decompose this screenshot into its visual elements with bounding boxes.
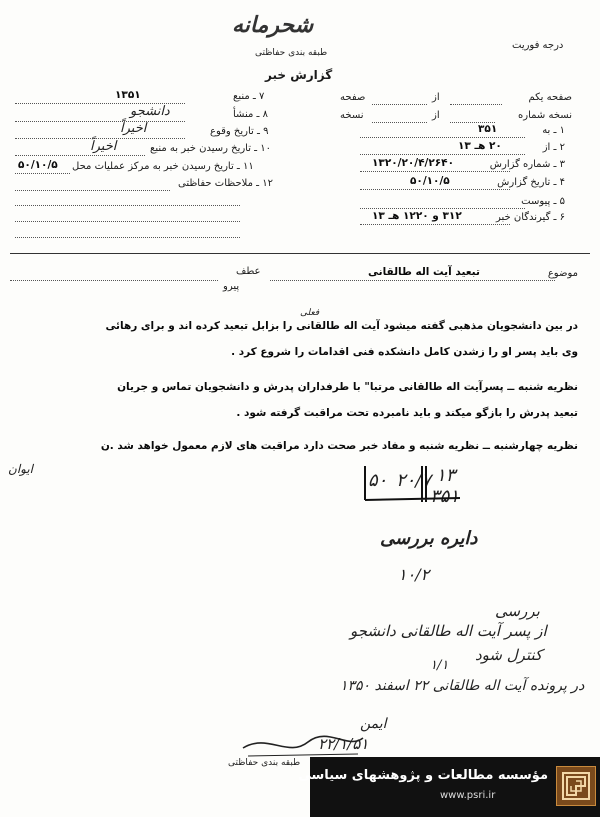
ops-date-value: ۵۰/۱۰/۵: [18, 159, 58, 171]
source-value: ۱۳۵۱: [115, 89, 141, 101]
note-signature: ایمن: [360, 716, 387, 732]
note-fraction-2: ۱/۱: [430, 658, 449, 673]
from-label: ۲ ـ از: [542, 142, 565, 153]
note-line-3: در پرونده آیت اله طالقانی ۲۲ اسفند ۱۳۵۰: [340, 678, 585, 694]
inserted-word: فعلی: [300, 308, 320, 318]
copy-total-label: نسخه: [340, 110, 364, 121]
copy-from-label: از: [432, 110, 440, 121]
from-value: ۲۰ هـ ۱۳: [458, 140, 502, 152]
margin-note: ایوان: [8, 462, 34, 476]
page-total-label: صفحه: [340, 92, 366, 103]
recipients-value: ۳۱۲ و ۱۲۲۰ هـ ۱۳: [372, 210, 462, 222]
body-line-1: در بین دانشجویان مذهبی گفته میشود آیت اله طالقانی را بزابل تبعید کرده اند و برای رهائی: [105, 320, 578, 332]
note-bar: بررسی: [495, 602, 540, 620]
stamp-left-value: ۵۰: [368, 470, 388, 491]
signature-scribble: [238, 728, 368, 760]
subject-label: موضوع: [547, 268, 578, 279]
security-notes-label: ۱۲ ـ ملاحظات حفاظتی: [178, 178, 273, 189]
origin-value: دانشجو: [130, 104, 170, 119]
reference-label: عطف: [236, 266, 261, 277]
classification-label-bottom: طبقه بندی حفاظتی: [228, 758, 301, 768]
note-line-2: کنترل شود: [475, 646, 543, 664]
stamp-box-lines: [360, 462, 470, 507]
note-line-1: از پسر آیت اله طالقانی دانشجو: [350, 622, 547, 640]
attachment-label: ۵ ـ پیوست: [521, 196, 565, 207]
origin-label: ۸ ـ منشأ: [233, 109, 269, 120]
source-label: ۷ ـ منبع: [233, 91, 265, 102]
report-title: گزارش خبر: [265, 68, 333, 82]
note-department: دایره بررسی: [380, 528, 478, 549]
body-line-2: وی باید پسر او را زشدن کامل دانشکده فنی اقدامات را شروع کرد .: [231, 346, 578, 358]
receive-date-label: ۱۰ ـ تاریخ رسیدن خبر به منبع: [150, 143, 272, 154]
reference-sub-label: پیرو: [223, 281, 240, 292]
confidential-stamp: شحرمانه: [232, 12, 314, 38]
occurrence-date-label: ۹ ـ تاریخ وقوع: [210, 126, 269, 137]
copy-number-label: نسخه شماره: [518, 110, 572, 121]
institute-logo-icon: [556, 766, 596, 806]
report-number-value: ۱۳۲۰/۲۰/۴/۲۶۴۰: [372, 157, 455, 169]
body-line-4: تبعید پدرش را بازگو میکند و باید نامبرده تحت مراقبت گرفته شود .: [236, 407, 578, 419]
stamp-number-bottom: ۳۵۱: [430, 486, 460, 507]
ops-date-label: ۱۱ ـ تاریخ رسیدن خبر به مرکز عملیات محل: [72, 161, 254, 172]
institute-url[interactable]: www.psri.ir: [440, 790, 496, 801]
to-label: ۱ ـ به: [542, 125, 565, 136]
recipients-label: ۶ ـ گیرندگان خبر: [495, 212, 565, 223]
report-date-label: ۴ ـ تاریخ گزارش: [497, 177, 565, 188]
body-line-5: نظریه چهارشنبه ــ نظریه شنبه و مفاد خبر صحت دارد مراقبت های لازم معمول خواهد شد .ن: [100, 440, 578, 452]
stamp-number-top: ۱۳: [436, 465, 456, 486]
report-number-label: ۳ ـ شماره گزارش: [489, 159, 565, 170]
report-date-value: ۵۰/۱۰/۵: [410, 175, 450, 187]
subject-value: تبعید آیت اله طالقانی: [368, 266, 480, 278]
to-value: ۳۵۱: [478, 123, 498, 135]
receive-date-value: اخیراً: [90, 139, 117, 154]
body-line-3: نظریه شنبه ــ پسرآیت اله طالقانی مرتبا" با طرفداران پدرش و دانشجویان تماس و جریان: [117, 381, 578, 393]
institute-name: مؤسسه مطالعات و پژوهشهای سیاسی: [298, 768, 548, 783]
stamp-mid-value: ۲۰/۷: [396, 470, 432, 491]
note-date-bottom: ۲۲/۱/۵۱: [318, 735, 369, 753]
page-from-label: از: [432, 92, 440, 103]
occurrence-date-value: اخیراً: [120, 121, 147, 136]
note-fraction: ۱۰/۲: [398, 565, 430, 584]
classification-label-top: طبقه بندی حفاظتی: [255, 48, 328, 58]
priority-label: درجه فوریت: [512, 40, 564, 51]
page-number-label: صفحه یکم: [528, 92, 572, 103]
